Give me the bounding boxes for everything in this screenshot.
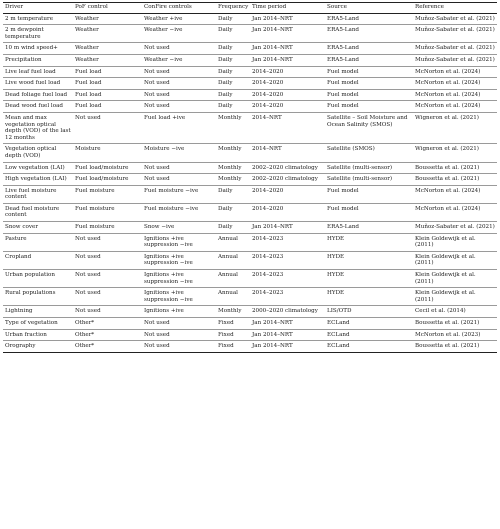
table-cell: Jan 2014–NRT [252,15,293,22]
table-row [3,174,497,186]
table-cell: Not used [144,80,170,87]
table-cell: Cecil et al. (2014) [415,308,466,315]
table-cell: 2014–2020 [252,80,284,87]
table-cell: Fixed [218,343,234,350]
table-row [3,185,497,203]
table-cell: Satellite (multi-sensor) [327,176,393,183]
table-cell: Ignitions +ive suppression −ive [144,272,193,285]
column-header: PoF control [73,3,142,14]
table-cell: 2014–NRT [252,114,282,121]
table-row [3,89,497,101]
table-cell: Annual [218,272,238,279]
table-row [3,222,497,234]
table-cell: ECLand [327,343,350,350]
table-cell: 2002–2020 climatology [252,164,318,171]
table-cell: Daily [218,27,233,34]
table-cell: Not used [144,176,170,183]
table-cell: Fixed [218,320,234,326]
table-cell: Not used [75,290,101,297]
table-cell: Fuel moisture −ive [144,187,199,194]
table-cell: Fuel load [75,103,102,110]
table-cell: Not used [144,103,170,110]
table-row [3,43,497,55]
table-cell: HYDE [327,272,345,279]
table-cell: Satellite – Soil Moisture and Ocean Salinity (SMOS) [327,114,408,128]
table-cell: Ignitions +ive suppression −ive [144,253,193,267]
table-cell: Fuel load +ive [144,114,186,121]
table-cell: Not used [75,235,101,242]
table-cell: Cropland [5,253,32,260]
document [3,2,497,353]
table-cell: Lightning [5,308,33,315]
table-cell: Fuel model [327,91,359,98]
table-cell: Precipitation [5,56,42,63]
table-cell: Muñoz-Sabater et al. (2021) [415,45,495,52]
table-cell: Annual [218,235,238,242]
table-cell: Snow cover [5,224,39,231]
table-cell: 2014–2020 [252,205,284,212]
table-cell: Vegetation optical depth (VOD) [5,146,57,159]
table-row [3,112,497,143]
table-cell: Weather −ive [144,56,183,63]
table-cell: 2014–2023 [252,290,284,297]
table-cell: Not used [144,45,170,52]
table-cell: Weather +ive [144,15,183,22]
table-cell: McNorton et al. (2024) [415,91,481,98]
table-cell: ERA5-Land [327,15,360,22]
table-cell: Orography [5,343,36,350]
table-cell: Ignitions +ive [144,308,184,315]
table-cell: Daily [218,56,233,63]
column-header: Frequency [216,3,250,14]
table-cell: Daily [218,15,233,22]
table-cell: Weather [75,45,99,52]
table-cell: Fuel model [327,68,359,75]
table-row [3,203,497,221]
table-cell: Fixed [218,331,234,338]
table-cell: Fuel model [327,187,359,194]
table-cell: Weather [75,27,99,34]
table-cell: 2014–2020 [252,68,284,75]
table-cell: Other* [75,331,95,338]
header-row [3,3,497,14]
table-cell: Not used [75,272,101,279]
table-cell: Fuel load [75,68,102,75]
table-cell: Klein Goldewijk et al. (2011) [415,272,476,285]
column-header: Driver [3,3,73,14]
table-cell: McNorton et al. (2023) [415,331,481,338]
table-cell: Monthly [218,114,242,121]
table-cell: Live leaf fuel load [5,68,56,75]
table-cell: Boussetta et al. (2021) [415,164,480,171]
table-cell: LIS/OTD [327,308,352,315]
table-cell: 2 m dewpoint temperature [5,27,44,40]
table-cell: Pasture [5,235,27,242]
table-cell: Fuel load/moisture [75,176,129,183]
table-row [3,329,497,341]
table-cell: Boussetta et al. (2021) [415,176,480,183]
table-cell: Ignitions +ive suppression −ive [144,290,193,303]
table-cell: Satellite (multi-sensor) [327,164,393,171]
table-cell: 2014–2023 [252,253,284,260]
table-row [3,13,497,25]
table-cell: Dead wood fuel load [5,103,63,110]
table-cell: HYDE [327,235,345,242]
table-cell: McNorton et al. (2024) [415,205,481,212]
table-cell: Monthly [218,308,242,315]
table-cell: Muñoz-Sabater et al. (2021) [415,27,495,34]
table-cell: ECLand [327,331,350,338]
table-row [3,270,497,288]
table-row [3,25,497,43]
table-cell: Live fuel moisture content [5,187,57,201]
table-row [3,54,497,66]
table-cell: McNorton et al. (2024) [415,103,481,110]
table-cell: Daily [218,45,233,52]
table-cell: 2000–2020 climatology [252,308,318,315]
table-cell: Jan 2014–NRT [252,45,293,52]
table-cell: Fuel model [327,103,359,110]
table-cell: Fuel load [75,91,102,98]
table-cell: Fuel load/moisture [75,164,129,171]
table-cell: 2014–2020 [252,103,284,110]
table-cell: Boussetta et al. (2021) [415,343,480,350]
table-row [3,66,497,78]
table-cell: Weather [75,15,99,22]
table-cell: Not used [75,308,101,315]
table-cell: Wigneron et al. (2021) [415,146,479,153]
table-cell: Jan 2014–NRT [252,27,293,34]
table-cell: Daily [218,224,233,231]
table-cell: Not used [144,343,170,350]
table-cell: Klein Goldewijk et al. (2011) [415,290,476,303]
table-cell: Rural populations [5,290,56,297]
table-cell: Muñoz-Sabater et al. (2021) [415,15,495,22]
table-cell: 2 m temperature [5,15,54,22]
table-cell: 2014–2020 [252,187,284,194]
table-cell: Urban population [5,272,55,279]
table-cell: Not used [144,331,170,338]
table-cell: Daily [218,103,233,110]
table-cell: ERA5-Land [327,45,360,52]
table-cell: Not used [75,114,101,121]
table-cell: Fuel moisture [75,224,115,231]
table-cell: Jan 2014–NRT [252,56,293,63]
table-row [3,288,497,306]
table-cell: Other* [75,343,95,350]
table-cell: Low vegetation (LAI) [5,164,65,171]
table-cell: HYDE [327,253,345,260]
table-cell: Klein Goldewijk et al. (2011) [415,253,476,267]
table-cell: Jan 2014–NRT [252,320,293,326]
table-cell: Daily [218,205,233,212]
table-cell: Snow −ive [144,224,175,231]
table-cell: Daily [218,91,233,98]
table-cell: Jan 2014–NRT [252,331,293,338]
table-cell: Monthly [218,176,242,183]
table-cell: Moisture [75,146,101,153]
table-cell: Live wood fuel load [5,80,61,87]
table-cell: Wigneron et al. (2021) [415,114,479,121]
table-cell: Mean and max vegetation optical depth (VOD) of the last 12 months [5,114,71,141]
table-cell: ERA5-Land [327,56,360,63]
table-cell: 2014–2023 [252,235,284,242]
table-cell: Moisture −ive [144,146,185,153]
table-cell: Satellite (SMOS) [327,146,375,153]
table-row [3,101,497,113]
column-header: Reference [413,3,497,14]
table-cell: Not used [144,164,170,171]
table-cell: Dead fuel moisture content [5,205,60,219]
table-cell: McNorton et al. (2024) [415,187,481,194]
table-cell: Muñoz-Sabater et al. (2021) [415,224,495,231]
table-cell: Weather −ive [144,27,183,34]
table-cell: Fuel load [75,80,102,87]
table-cell: Jan 2014–NRT [252,224,293,231]
table-row [3,318,497,330]
table-cell: Muñoz-Sabater et al. (2021) [415,56,495,63]
table-cell: 2002–2020 climatology [252,176,318,183]
table-cell: Annual [218,253,238,260]
table-cell: 2014–2023 [252,272,284,279]
table-cell: Not used [144,68,170,75]
table-body [3,13,497,352]
table-cell: ERA5-Land [327,224,360,231]
table-cell: HYDE [327,290,345,297]
column-header: ConFire controls [142,3,216,14]
table-cell: Not used [75,253,101,260]
table-cell: ECLand [327,320,350,326]
table-cell: 2014–2020 [252,91,284,98]
table-cell: Weather [75,56,99,63]
table-cell: Klein Goldewijk et al. (2011) [415,235,476,249]
table-cell: 2014–NRT [252,146,282,153]
table-cell: Ignitions +ive suppression −ive [144,235,193,249]
table-row [3,233,497,251]
table-row [3,144,497,162]
table-cell: Fuel moisture −ive [144,205,199,212]
table-cell: Fuel model [327,205,359,212]
table-row [3,162,497,174]
table-cell: ERA5-Land [327,27,360,34]
table-cell: McNorton et al. (2024) [415,68,481,75]
table-row [3,306,497,318]
table-cell: Annual [218,290,238,297]
table-cell: Other* [75,320,95,326]
table-cell: McNorton et al. (2024) [415,80,481,87]
table-cell: Fuel moisture [75,205,115,212]
table-cell: Urban fraction [5,331,47,338]
column-header: Time period [250,3,325,14]
table-row [3,251,497,269]
table-cell: Dead foliage fuel load [5,91,68,98]
table-header [3,3,497,14]
table-cell: Not used [144,91,170,98]
table-cell: High vegetation (LAI) [5,176,67,183]
table-cell: Not used [144,320,170,326]
drivers-table [3,2,497,353]
table-cell: Boussetta et al. (2021) [415,320,480,326]
table-cell: Daily [218,80,233,87]
table-cell: Jan 2014–NRT [252,343,293,350]
table-row [3,341,497,353]
column-header: Source [325,3,413,14]
table-cell: 10 m wind speed+ [5,45,58,52]
table-row [3,78,497,90]
table-cell: Fuel moisture [75,187,115,194]
table-cell: Monthly [218,146,242,153]
table-cell: Monthly [218,164,242,171]
table-cell: Daily [218,187,233,194]
table-cell: Type of vegetation [5,320,58,326]
table-cell: Fuel model [327,80,359,87]
table-cell: Daily [218,68,233,75]
